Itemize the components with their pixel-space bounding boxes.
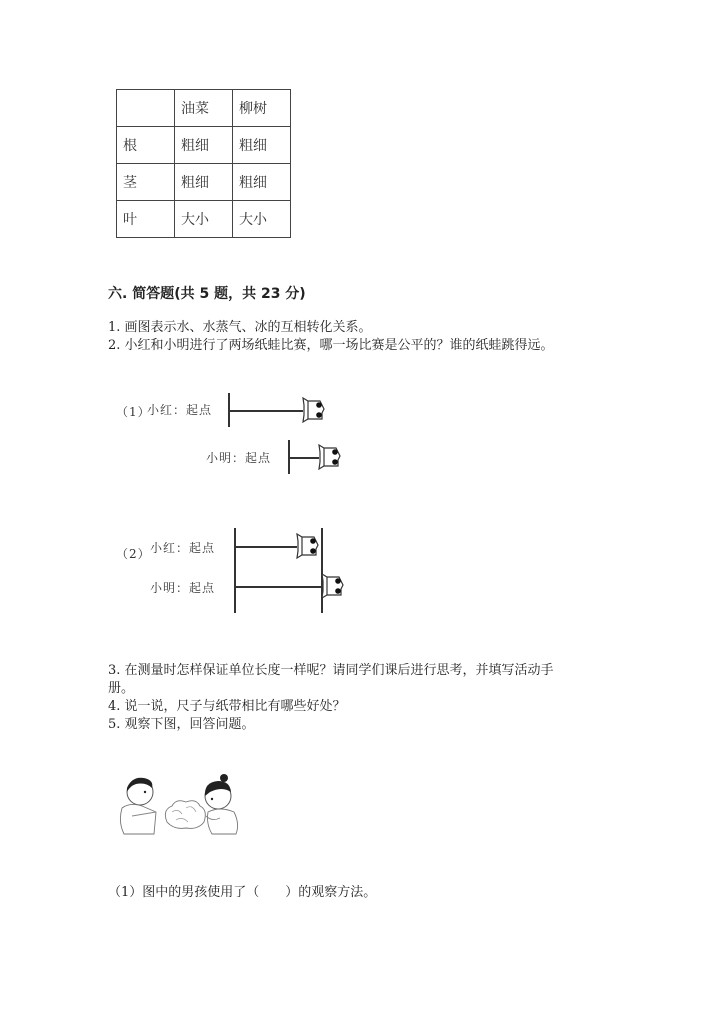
row-label-root: 根 [117, 127, 175, 164]
race-1-xiaohong-label: 小红：起点 [147, 403, 213, 417]
table-cell [117, 90, 175, 127]
plant-comparison-table [116, 89, 291, 238]
race-1-number: （1） [116, 405, 151, 419]
distance-line [235, 586, 321, 588]
table-row [117, 127, 291, 164]
row-label-leaf: 叶 [117, 201, 175, 238]
question-4: 4. 说一说，尺子与纸带相比有哪些好处？ [108, 699, 346, 714]
distance-line [235, 546, 297, 548]
table-cell: 大小 [233, 201, 291, 238]
start-line [234, 528, 236, 613]
race-1-xiaoming-label: 小明：起点 [206, 451, 272, 465]
table-cell: 粗细 [233, 127, 291, 164]
distance-line [229, 410, 303, 412]
question-3-line-2: 册。 [108, 681, 135, 696]
race-2-number: （2） [116, 547, 151, 561]
table-header-willow: 柳树 [233, 90, 291, 127]
table-cell: 大小 [175, 201, 233, 238]
table-row [117, 201, 291, 238]
question-2: 2. 小红和小明进行了两场纸蛙比赛，哪一场比赛是公平的？谁的纸蛙跳得远。 [108, 338, 554, 353]
race-2-xiaoming-label: 小明：起点 [150, 581, 216, 595]
question-5: 5. 观察下图，回答问题。 [108, 717, 255, 732]
frog-icon [294, 531, 320, 561]
frog-icon [300, 395, 326, 425]
question-3-line-1: 3. 在测量时怎样保证单位长度一样呢？请同学们课后进行思考，并填写活动手 [108, 663, 554, 678]
table-cell: 粗细 [175, 164, 233, 201]
table-cell: 粗细 [233, 164, 291, 201]
frog-icon [316, 442, 342, 472]
question-1: 1. 画图表示水、水蒸气、冰的互相转化关系。 [108, 320, 372, 335]
table-header-row [117, 90, 291, 127]
race-2-xiaohong-label: 小红：起点 [150, 541, 216, 555]
row-label-stem: 茎 [117, 164, 175, 201]
table-header-rape: 油菜 [175, 90, 233, 127]
children-observing-illustration [112, 772, 252, 842]
question-5-sub-1: （1）图中的男孩使用了（ ）的观察方法。 [108, 885, 377, 900]
table-cell: 粗细 [175, 127, 233, 164]
section-title: 六. 简答题(共 5 题，共 23 分) [108, 286, 306, 302]
table-row [117, 164, 291, 201]
distance-line [289, 457, 319, 459]
frog-icon [319, 571, 345, 601]
